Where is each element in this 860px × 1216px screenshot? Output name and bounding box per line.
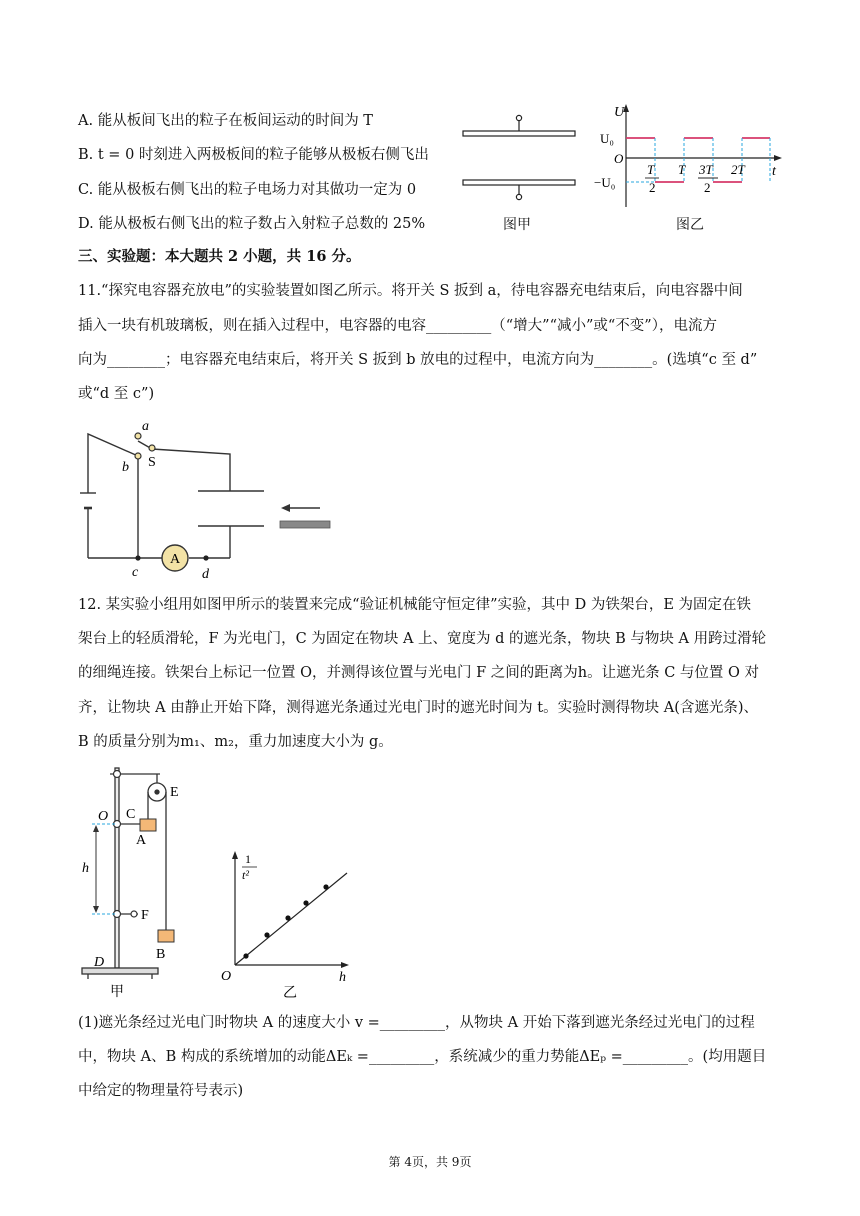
tick-t: T xyxy=(678,162,686,177)
apparatus-caption: 甲 xyxy=(110,985,124,1000)
label-d: D xyxy=(94,955,105,970)
capacitor-plates-figure xyxy=(455,108,585,203)
label-c: C xyxy=(126,807,136,822)
origin-label: O xyxy=(614,151,624,166)
circuit-label-d: d xyxy=(202,567,209,582)
label-f: F xyxy=(141,908,149,923)
tick-t-half-den: 2 xyxy=(649,180,656,195)
label-b: B xyxy=(156,947,166,962)
q12-1-line-3: 中给定的物理量符号表示) xyxy=(78,1083,244,1099)
q11-line-2: 插入一块有机玻璃板，则在插入过程中，电容器的电容_________（“增大”“减小”或“不变”），电流方 xyxy=(78,318,717,334)
voltage-graph xyxy=(592,102,792,212)
figure-jia-caption: 图甲 xyxy=(503,217,531,233)
y-axis-num: 1 xyxy=(245,852,251,866)
tick-3t-den: 2 xyxy=(704,180,711,195)
option-d: D. 能从极板右侧飞出的粒子数占入射粒子总数的 25% xyxy=(78,216,426,232)
u0-label: U₀ xyxy=(600,131,614,146)
u-axis-label: U xyxy=(614,105,625,120)
q12-1-line-2: 中，物块 A、B 构成的系统增加的动能ΔEₖ =_________，系统减少的重力势能ΔEₚ =_________。(均用题目 xyxy=(78,1049,767,1065)
page-footer: 第 4页，共 9页 xyxy=(388,1155,472,1169)
apparatus-figure xyxy=(78,762,188,1002)
label-e: E xyxy=(170,785,179,800)
y-axis-den: t² xyxy=(242,868,249,882)
tick-t-half-num: T xyxy=(647,162,655,177)
graph2-origin: O xyxy=(221,969,232,984)
neg-u0-label: −U₀ xyxy=(594,175,616,190)
figure-yi-caption: 图乙 xyxy=(676,217,704,233)
ammeter-label: A xyxy=(170,552,181,567)
q12-line-2: 架台上的轻质滑轮，F 为光电门，C 为固定在物块 A 上、宽度为 d 的遮光条，物块 B 与物块 A 用跨过滑轮 xyxy=(78,631,767,647)
circuit-label-a: a xyxy=(142,419,149,434)
option-b: B. t = 0 时刻进入两极板间的粒子能够从极板右侧飞出 xyxy=(78,147,429,163)
q11-line-1: 11.“探究电容器充放电”的实验装置如图乙所示。将开关 S 扳到 a，待电容器充电结束后，向电容器中间 xyxy=(78,283,743,299)
tick-3t-num: 3T xyxy=(699,162,713,177)
graph-inverse-t-squared xyxy=(215,835,365,1005)
circuit-diagram xyxy=(80,418,340,583)
section-heading: 三、实验题：本大题共 2 小题，共 16 分。 xyxy=(78,248,361,265)
t-axis-label: t xyxy=(772,164,776,179)
label-o: O xyxy=(98,809,109,824)
q11-line-3: 向为________；电容器充电结束后，将开关 S 扳到 b 放电的过程中，电流方向为________。(选填“c 至 d” xyxy=(78,352,758,368)
label-h: h xyxy=(82,861,89,876)
option-c: C. 能从极板右侧飞出的粒子电场力对其做功一定为 0 xyxy=(78,182,417,198)
q12-line-3: 的细绳连接。铁架台上标记一位置 O，并测得该位置与光电门 F 之间的距离为h。让遮光条 C 与位置 O 对 xyxy=(78,665,760,681)
graph2-caption: 乙 xyxy=(283,986,297,1001)
circuit-label-s: S xyxy=(148,455,156,470)
q12-line-1: 12. 某实验小组用如图甲所示的装置来完成“验证机械能守恒定律”实验，其中 D 为铁架台，E 为固定在铁 xyxy=(78,597,752,613)
circuit-label-c: c xyxy=(132,565,139,580)
q12-1-line-1: (1)遮光条经过光电门时物块 A 的速度大小 v =_________，从物块 A 开始下落到遮光条经过光电门的过程 xyxy=(78,1015,755,1031)
option-a: A. 能从板间飞出的粒子在板间运动的时间为 T xyxy=(78,113,373,129)
q12-line-5: B 的质量分别为m₁、m₂，重力加速度大小为 g。 xyxy=(78,734,393,750)
tick-2t: 2T xyxy=(731,162,745,177)
q12-line-4: 齐，让物块 A 由静止开始下降，测得遮光条通过光电门时的遮光时间为 t。实验时测得物块 A(含遮光条)、 xyxy=(78,700,759,716)
circuit-label-b: b xyxy=(122,460,129,475)
label-a: A xyxy=(136,833,147,848)
graph2-x-label: h xyxy=(339,970,346,985)
q11-line-4: 或“d 至 c”) xyxy=(78,386,155,402)
